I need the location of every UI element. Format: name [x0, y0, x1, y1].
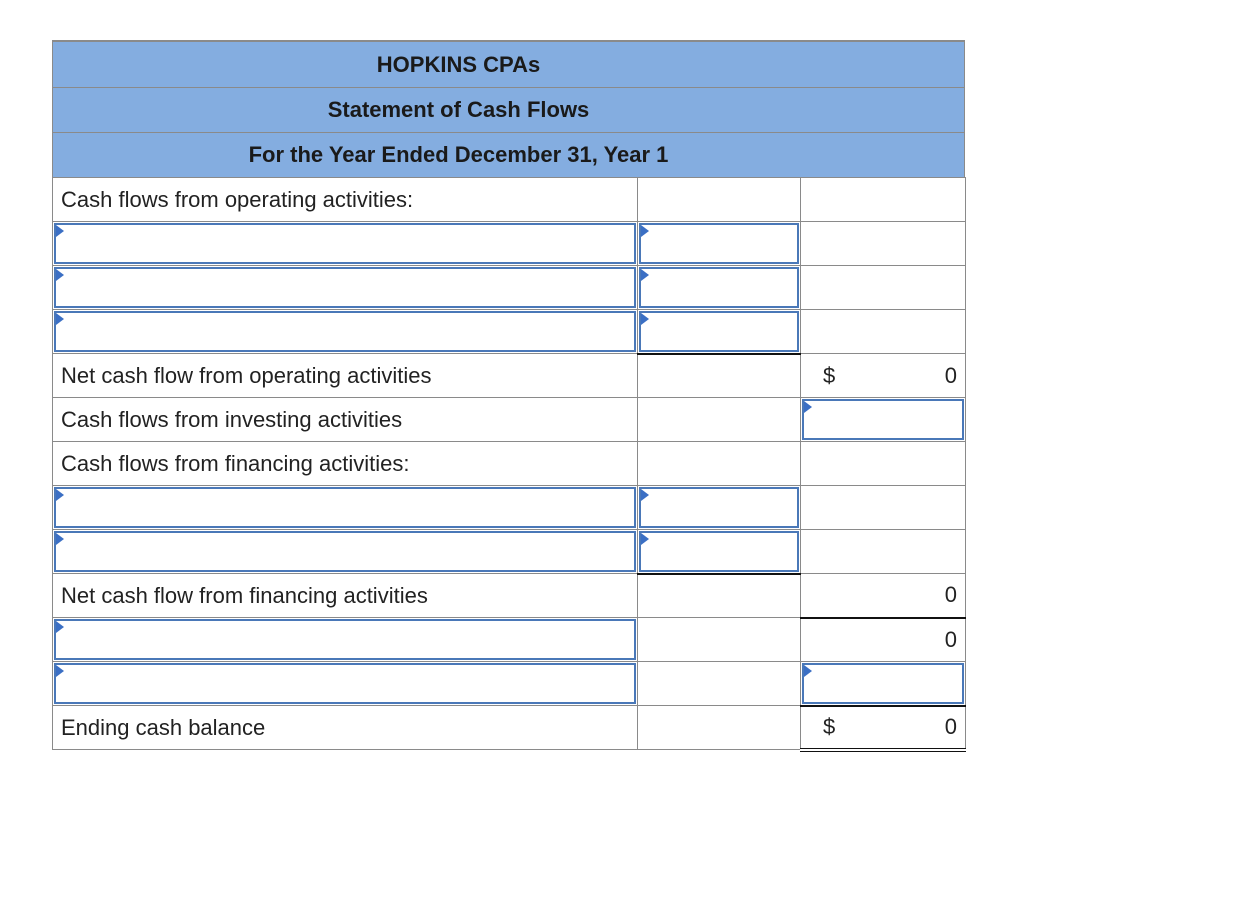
table-row — [53, 222, 966, 266]
net-operating-value: 0 — [944, 362, 957, 388]
operating-item-2-label-input[interactable] — [54, 267, 636, 308]
financing-item-1-label-input[interactable] — [54, 487, 636, 528]
ending-cash-total — [801, 706, 966, 750]
net-financing-total — [801, 574, 966, 618]
table-row — [53, 706, 966, 750]
beginning-cash-amount-input[interactable] — [802, 663, 964, 704]
net-operating-total — [801, 354, 966, 398]
table-row — [53, 178, 966, 222]
table-row — [53, 574, 966, 618]
ending-cash-label: Ending cash balance — [53, 706, 638, 750]
change-in-cash-total — [801, 618, 966, 662]
table-row — [53, 618, 966, 662]
operating-section-label: Cash flows from operating activities: — [53, 178, 638, 222]
financing-item-2-label-input[interactable] — [54, 531, 636, 572]
operating-item-2-amount-input[interactable] — [639, 267, 799, 308]
cash-flow-statement — [52, 40, 965, 752]
table-row — [53, 354, 966, 398]
statement-table — [52, 177, 966, 752]
net-financing-value: 0 — [944, 582, 957, 608]
net-financing-label: Net cash flow from financing activities — [53, 574, 638, 618]
investing-amount-input[interactable] — [802, 399, 964, 440]
operating-item-1-label-input[interactable] — [54, 223, 636, 264]
table-row — [53, 442, 966, 486]
financing-item-1-amount-input[interactable] — [639, 487, 799, 528]
table-row — [53, 266, 966, 310]
financing-item-2-amount-input[interactable] — [639, 531, 799, 572]
change-in-cash-value: 0 — [944, 626, 957, 652]
table-row — [53, 310, 966, 354]
operating-item-1-amount-input[interactable] — [639, 223, 799, 264]
table-row — [53, 398, 966, 442]
financing-section-label: Cash flows from financing activities: — [53, 442, 638, 486]
table-row — [53, 662, 966, 706]
currency-symbol: $ — [823, 362, 836, 388]
currency-symbol: $ — [823, 714, 836, 739]
change-in-cash-label-input[interactable] — [54, 619, 636, 660]
ending-cash-value: 0 — [944, 714, 957, 739]
investing-label: Cash flows from investing activities — [53, 398, 638, 442]
table-row — [53, 530, 966, 574]
statement-title-header: Statement of Cash Flows — [52, 87, 965, 132]
company-name-header: HOPKINS CPAs — [52, 40, 965, 87]
operating-item-3-amount-input[interactable] — [639, 311, 799, 352]
operating-item-3-label-input[interactable] — [54, 311, 636, 352]
table-row — [53, 486, 966, 530]
net-operating-label: Net cash flow from operating activities — [53, 354, 638, 398]
period-header: For the Year Ended December 31, Year 1 — [52, 132, 965, 177]
beginning-cash-label-input[interactable] — [54, 663, 636, 704]
